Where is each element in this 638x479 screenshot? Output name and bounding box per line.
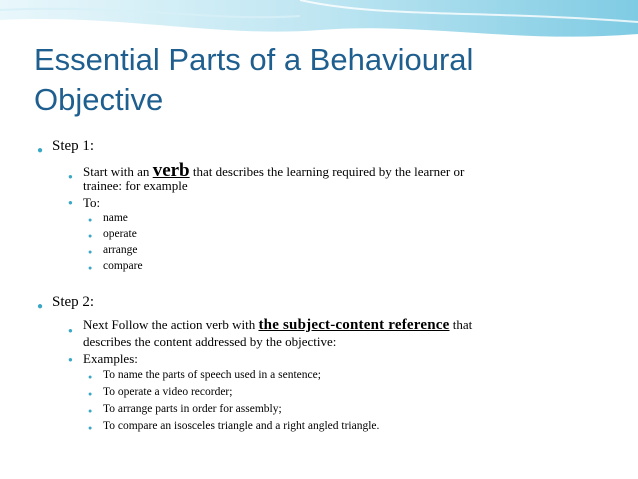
step2-item1-emphasis: the subject-content reference — [258, 317, 450, 333]
step2-item2: Examples: — [83, 351, 138, 366]
step1-subitem: arrange — [103, 244, 138, 256]
bullet-icon: ● — [68, 172, 73, 181]
slide-title-line2: Objective — [34, 82, 164, 117]
bullet-icon: ● — [88, 373, 93, 381]
bullet-icon: ● — [88, 248, 93, 256]
step2-subitem: To operate a video recorder; — [103, 386, 233, 398]
bullet-icon: ● — [68, 326, 73, 335]
bullet-icon: ● — [68, 198, 73, 207]
step1-item2: To: — [83, 195, 101, 210]
bullet-icon: ● — [88, 390, 93, 398]
step1-item1-emphasis: verb — [152, 160, 190, 181]
bullet-icon: ● — [88, 216, 93, 224]
bullet-icon: ● — [37, 145, 44, 156]
step1-item1-prefix: Start with an — [83, 164, 153, 179]
step2-item1-suffix: that — [449, 317, 473, 332]
step2-subitem: To compare an isosceles triangle and a right angled triangle. — [103, 420, 380, 432]
bullet-icon: ● — [68, 355, 73, 364]
bullet-icon: ● — [88, 232, 93, 240]
slide-title-line1: Essential Parts of a Behavioural — [34, 42, 474, 77]
step1-item1-suffix: that describes the learning required by the learner or — [189, 164, 465, 179]
step1-subitem: operate — [103, 228, 137, 240]
bullet-icon: ● — [37, 301, 44, 312]
step2-label: Step 2: — [52, 294, 95, 310]
step2-item1-continuation: describes the content addressed by the objective: — [83, 334, 337, 349]
step1-subitem: compare — [103, 260, 143, 272]
bullet-icon: ● — [88, 424, 93, 432]
step1-subitem: name — [103, 212, 128, 224]
step2-item1-prefix: Next Follow the action verb with — [83, 317, 259, 332]
bullet-icon: ● — [88, 407, 93, 415]
step1-label: Step 1: — [52, 138, 95, 154]
step2-item1 — [83, 317, 472, 334]
bullet-icon: ● — [88, 264, 93, 272]
step2-subitem: To arrange parts in order for assembly; — [103, 403, 282, 415]
step2-subitem: To name the parts of speech used in a sentence; — [103, 369, 321, 381]
step1-item1-continuation: trainee: for example — [83, 178, 188, 193]
